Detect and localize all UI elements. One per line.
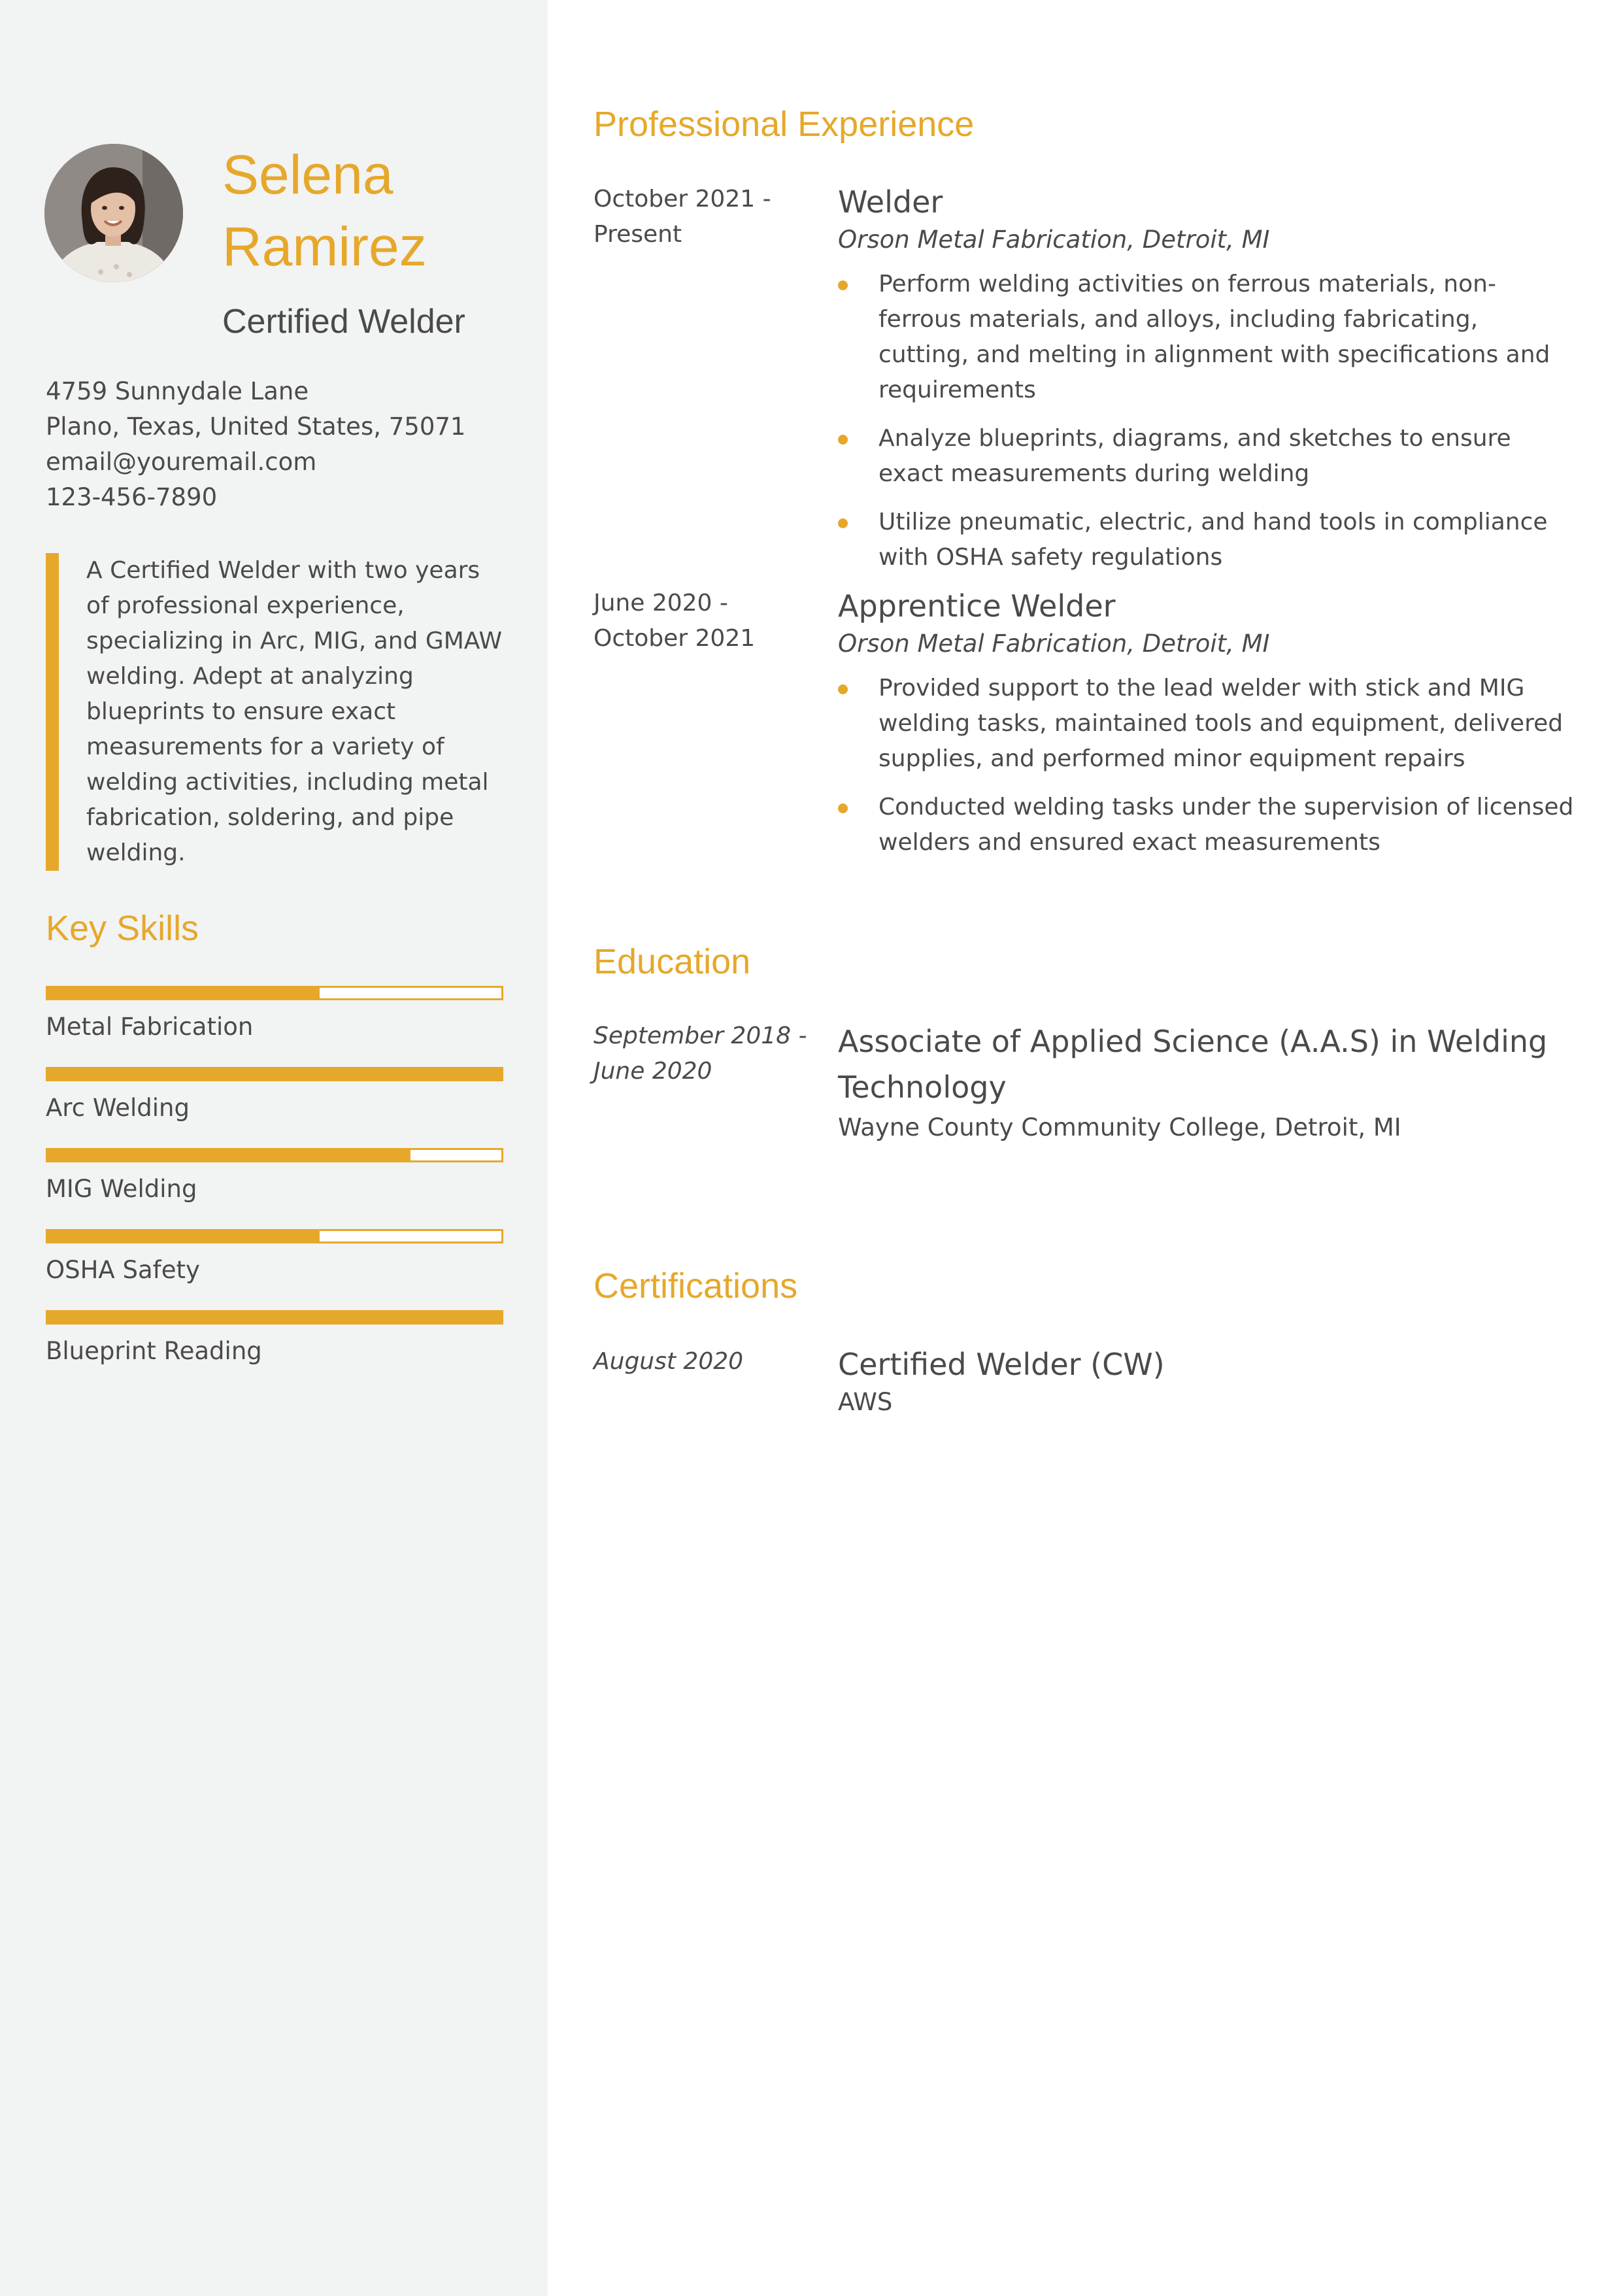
skill-item [46,986,503,1067]
experience-body [838,182,1574,588]
last-name: Ramirez [222,216,427,277]
candidate-name [222,139,529,282]
certification-issuer: AWS [838,1388,893,1416]
experience-date [594,182,816,252]
skill-fill [48,1312,501,1323]
experience-body [838,586,1574,873]
experience-date [594,586,816,656]
bullet-text: Conducted welding tasks under the supervision of licensed welders and ensured exact measurements [878,794,1574,856]
certifications-heading: Certifications [594,1266,798,1306]
bullet-dot-icon [838,280,848,290]
experience-bullets [838,267,1574,575]
experience-role: Apprentice Welder [838,588,1116,624]
date-start: September 2018 - [594,1022,807,1049]
skill-item [46,1067,503,1148]
list-item [838,790,1574,860]
skill-label: Metal Fabrication [46,1013,254,1041]
bullet-text: Utilize pneumatic, electric, and hand tools in compliance with OSHA safety regulations [878,509,1548,571]
list-item [838,505,1574,575]
skill-fill [48,988,320,998]
skill-bar [46,1310,503,1325]
profile-summary: A Certified Welder with two years of professional experience, specializing in Arc, MIG, and GMAW welding. Adept at analyzing blueprints to ensure exact measurements for a variety of welding activities, including metal fabrication, soldering, and pipe welding. [46,553,503,871]
certification-name: Certified Welder (CW) [838,1347,1165,1382]
skills-list [46,986,503,1391]
bullet-text: Provided support to the lead welder with stick and MIG welding tasks, maintained tools and equipment, delivered supplies, and performed minor equipment repairs [878,675,1564,772]
date-end: October 2021 [594,625,756,652]
skill-bar [46,1148,503,1162]
date-end: June 2020 [594,1058,712,1085]
skills-heading: Key Skills [46,909,199,948]
date-end: Present [594,221,682,248]
education-heading: Education [594,942,751,981]
experience-org: Orson Metal Fabrication, Detroit, MI [838,630,1270,658]
bullet-dot-icon [838,518,848,528]
skill-bar [46,1067,503,1081]
experience-role: Welder [838,184,943,220]
skill-label: OSHA Safety [46,1256,200,1284]
sidebar [0,0,548,2296]
skill-item [46,1148,503,1229]
skill-bar [46,1229,503,1243]
certification-body [838,1344,1574,1420]
list-item [838,421,1574,492]
phone: 123-456-7890 [46,483,218,511]
email: email@youremail.com [46,448,317,476]
first-name: Selena [222,144,393,205]
profile-photo [44,144,183,282]
skill-item [46,1310,503,1391]
bullet-text: Analyze blueprints, diagrams, and sketches to ensure exact measurements during welding [878,425,1511,487]
skill-fill [48,1069,501,1079]
skill-label: Blueprint Reading [46,1337,262,1365]
list-item [838,671,1574,777]
skill-label: MIG Welding [46,1175,197,1203]
experience-org: Orson Metal Fabrication, Detroit, MI [838,226,1270,254]
skill-fill [48,1231,320,1241]
skill-fill [48,1150,410,1160]
experience-heading: Professional Experience [594,105,975,144]
certification-date: August 2020 [594,1348,744,1375]
education-body [838,1019,1574,1145]
education-school: Wayne County Community College, Detroit, MI [838,1113,1401,1141]
bullet-dot-icon [838,684,848,694]
experience-bullets [838,671,1574,860]
bullet-dot-icon [838,435,848,445]
skill-item [46,1229,503,1310]
skill-label: Arc Welding [46,1094,190,1122]
date-start: June 2020 - [594,590,728,616]
address-line-1: 4759 Sunnydale Lane [46,377,309,405]
education-degree: Associate of Applied Science (A.A.S) in Welding Technology [838,1024,1548,1105]
skill-bar [46,986,503,1000]
address-line-2: Plano, Texas, United States, 75071 [46,413,466,441]
bullet-text: Perform welding activities on ferrous materials, non-ferrous materials, and alloys, including fabricating, cutting, and melting in alignment with specifications and requirements [878,271,1550,403]
education-date [594,1019,816,1089]
date-start: October 2021 - [594,186,771,212]
job-title: Certified Welder [222,303,465,341]
bullet-dot-icon [838,803,848,813]
portrait-image [44,144,183,282]
list-item [838,267,1574,408]
contact-info [46,374,529,515]
